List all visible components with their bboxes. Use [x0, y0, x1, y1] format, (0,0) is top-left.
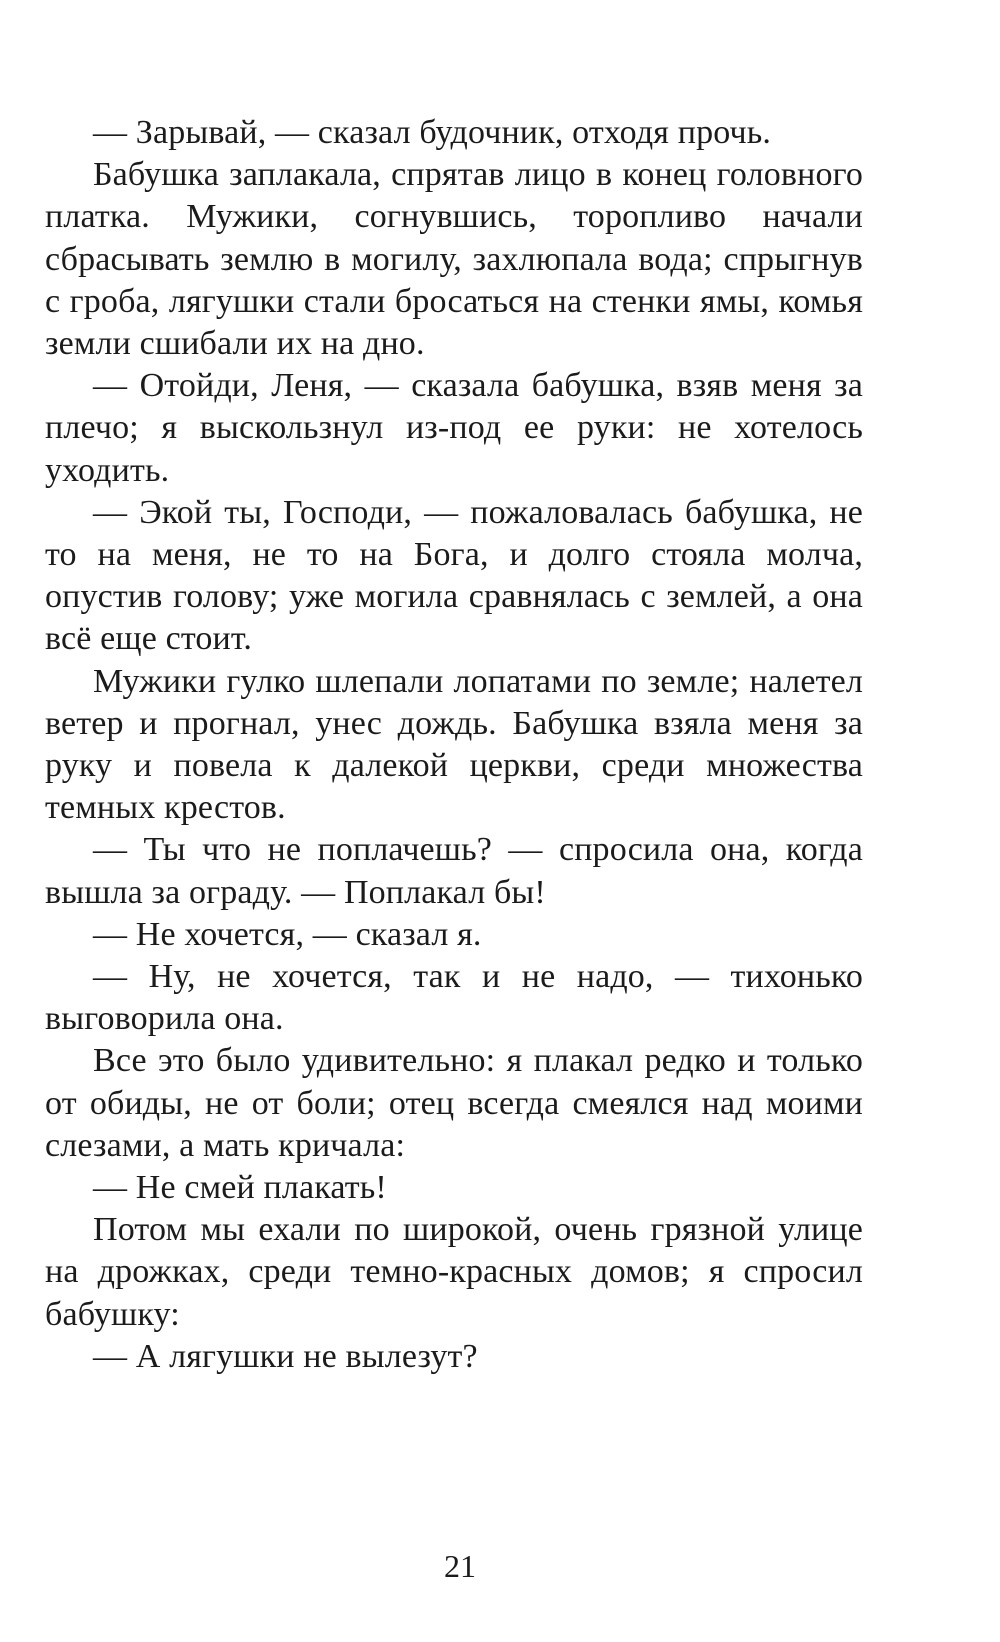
paragraph: — Ну, не хочется, так и не надо, — тихонько выговорила она. — [45, 958, 863, 1038]
paragraph: — А лягушки не вылезут? — [93, 1337, 478, 1375]
paragraph: Все это было удивительно: я плакал редко и только от обиды, не от боли; отец всегда смеялся над моими слезами, а мать кричала: — [45, 1042, 863, 1164]
paragraph: Мужики гулко шлепали лопатами по земле; налетел ветер и прогнал, унес дождь. Бабушка взяла меня за руку и повела к далекой церкви, среди множества темных крестов. — [45, 662, 863, 827]
paragraph: — Отойди, Леня, — сказала бабушка, взяв меня за плечо; я выскользнул из-под ее руки: не хотелось уходить. — [45, 367, 863, 489]
paragraph: — Не смей плакать! — [93, 1169, 387, 1207]
paragraph: — Экой ты, Господи, — пожаловалась бабушка, не то на меня, не то на Бога, и долго стояла молча, опустив голову; уже могила сравнялась с землей, а она всё еще стоит. — [45, 493, 863, 658]
paragraph: — Не хочется, — сказал я. — [93, 915, 482, 953]
paragraph: Потом мы ехали по широкой, очень грязной улице на дрожках, среди темно-красных домов; я спросил бабушку: — [45, 1211, 863, 1333]
paragraph: Бабушка заплакала, спрятав лицо в конец головного платка. Мужики, согнувшись, торопливо начали сбрасывать землю в могилу, захлюпала вода; спрыгнув с гроба, лягушки стали бросаться на стенки ямы, комья земли сшибали их на дно. — [45, 156, 863, 363]
paragraph: — Зарывай, — сказал будочник, отходя прочь. — [93, 114, 772, 151]
paragraph: — Ты что не поплачешь? — спросила она, когда вышла за ограду. — Поплакал бы! — [45, 831, 863, 911]
page-number: 21 — [444, 1548, 476, 1584]
page-text — [45, 112, 863, 1378]
